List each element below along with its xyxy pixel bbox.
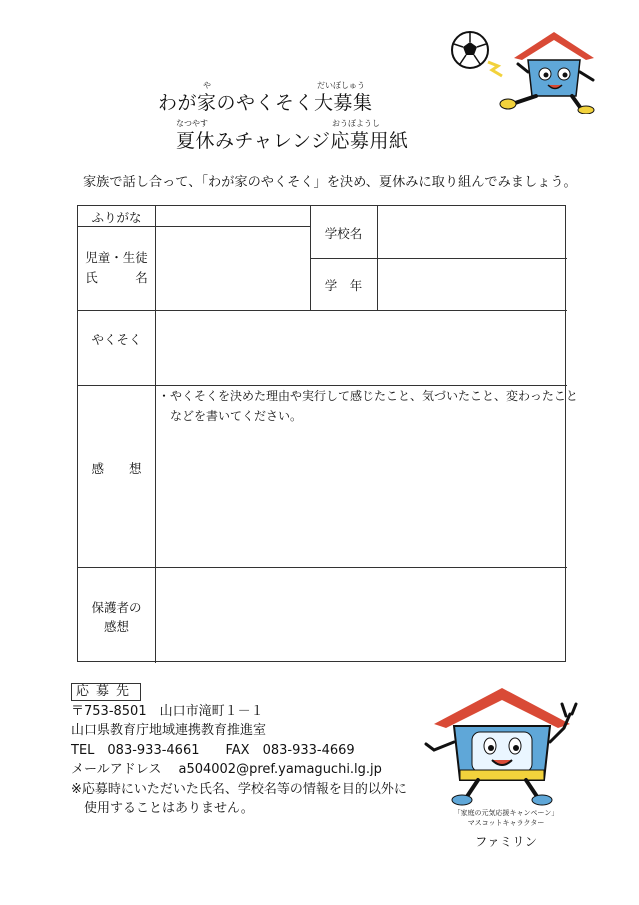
impression-note-line1: ・やくそくを決めた理由や実行して感じたこと、気づいたこと、変わったこと: [158, 389, 578, 403]
page-subtitle: 夏休みチャレンジ応募用紙: [176, 130, 409, 152]
furigana-label-divider: [78, 226, 155, 227]
email-address: メールアドレス a504002@pref.yamaguchi.lg.jp: [71, 762, 382, 777]
school-field[interactable]: [378, 207, 565, 257]
page-title: わが家のやくそく大募集: [158, 92, 373, 114]
ruby-natsuyasu: なつやす: [176, 119, 208, 128]
grade-label: 学 年: [324, 278, 363, 293]
guardian-label-line1: 保護者の: [91, 600, 142, 615]
guardian-impression-field[interactable]: [156, 568, 565, 661]
tel-fax: TEL 083-933-4661 FAX 083-933-4669: [71, 742, 355, 758]
office-name: 山口県教育庁地域連携教育推進室: [71, 723, 267, 738]
furigana-field[interactable]: [156, 207, 309, 225]
contact-block: [71, 682, 407, 819]
impression-field[interactable]: [156, 428, 565, 566]
privacy-note-line2: 使用することはありません。: [71, 801, 254, 816]
mascot-name: ファミリン: [474, 834, 538, 849]
impression-label: 感 想: [91, 461, 142, 476]
impression-note-line2: などを書いてください。: [158, 409, 303, 423]
mascot-caption: [442, 808, 570, 828]
promise-label: やくそく: [91, 332, 142, 347]
postal-address: 〒753-8501 山口市滝町１－１: [71, 703, 264, 719]
grade-field[interactable]: [378, 259, 565, 309]
school-label: 学校名: [324, 226, 363, 241]
furigana-label: ふりがな: [91, 210, 142, 225]
submission-heading: 応募先: [71, 683, 141, 701]
ruby-daiboshuu: だいぼしゅう: [317, 81, 365, 90]
mascot-caption-line2: マスコットキャラクター: [467, 819, 545, 827]
promise-field[interactable]: [156, 311, 565, 384]
soccer-mascot-illustration: [448, 22, 598, 114]
guardian-label-line2: 感想: [103, 619, 129, 634]
application-form: [77, 205, 578, 662]
student-name-label-line1: 児童・生徒: [85, 250, 148, 265]
familin-mascot-illustration: [420, 684, 585, 808]
ruby-ya: や: [203, 81, 211, 90]
student-name-label-line2: 氏 名: [85, 270, 148, 285]
privacy-note-line1: ※応募時にいただいた氏名、学校名等の情報を目的以外に: [71, 781, 407, 797]
student-name-field[interactable]: [156, 227, 309, 309]
intro-text: 家族で話し合って、「わが家のやくそく」を決め、夏休みに取り組んでみましょう。: [83, 175, 577, 190]
ruby-ouboyoushi: おうぼようし: [332, 119, 380, 128]
mascot-caption-line1: 「家庭の元気応援キャンペーン」: [453, 809, 559, 817]
